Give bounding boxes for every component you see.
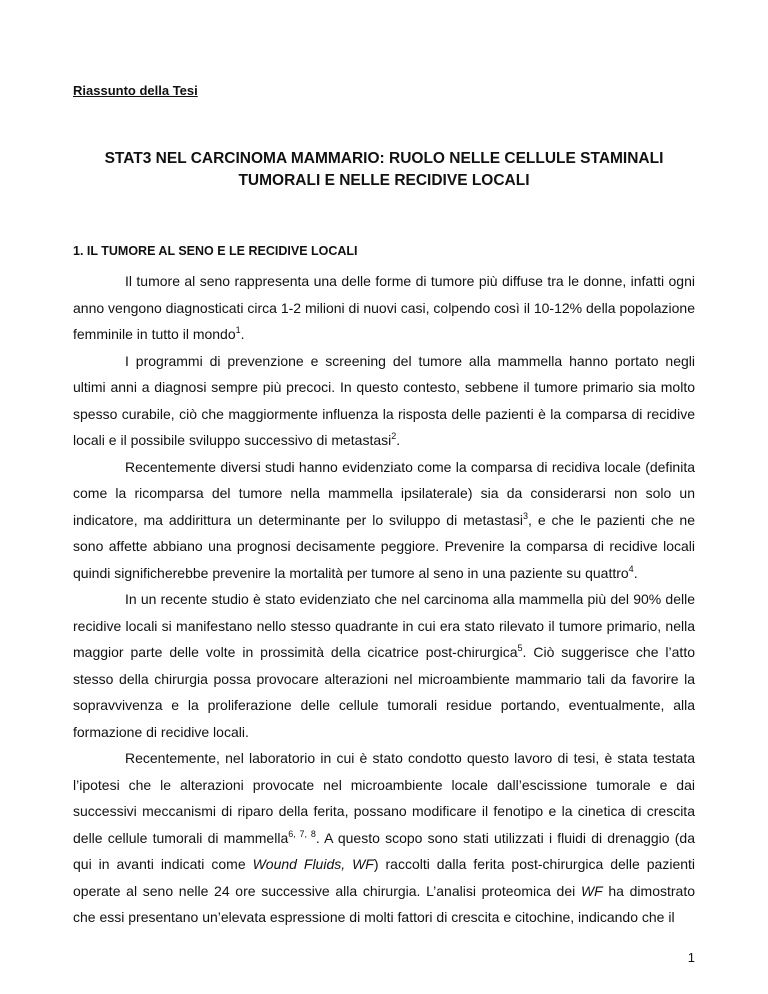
paragraph-2-text: I programmi di prevenzione e screening del tumore alla mammella hanno portato negli ultimi anni a diagnosi sempre più precoci. In questo contesto, sebbene il tumore primario sia molto spesso curabile, ciò che maggiormente influenza la risposta delle pazienti è la comparsa di recidive locali e il possibile sviluppo successivo di metastasi <box>73 352 695 448</box>
paragraph-2 <box>73 348 695 454</box>
paragraph-5-text-a: Recentemente, nel laboratorio in cui è stato condotto questo lavoro di tesi, è stata testata l’ipotesi che le alterazioni provocate nel microambiente locale dall’escissione tumorale e dai successivi meccanismi di riparo della ferita, possano modificare il fenotipo e la cinetica di crescita delle cellule tumorali di mammella <box>73 750 695 846</box>
body-text <box>73 268 695 931</box>
paragraph-1-end: . <box>240 326 245 342</box>
footnote-ref: 2 <box>391 431 397 441</box>
paragraph-5-text-d: ha dimostrato che essi presentano un’elevata espressione di molti fattori di crescita e citochine, indicando che il <box>73 882 696 925</box>
footnote-ref: 6, 7, 8 <box>288 828 316 839</box>
paragraph-4-text-a: In un recente studio è stato evidenziato che nel carcinoma alla mammella più del 90% delle recidive locali si manifestano nello stesso quadrante in cui era stato rilevato il tumore primario, nella maggior parte delle volte in prossimità della cicatrice post-chirurgica <box>73 591 695 660</box>
title-line-2: TUMORALI E NELLE RECIDIVE LOCALI <box>238 172 530 189</box>
paragraph-5-text-c: ) raccolti dalla ferita post-chirurgica delle pazienti operate al seno nelle 24 ore successive alla chirurgia. L’analisi proteomica dei <box>73 856 696 899</box>
paragraph-2-end: . <box>396 432 401 448</box>
summary-label: Riassunto della Tesi <box>73 83 198 98</box>
footnote-ref: 3 <box>523 510 529 521</box>
italic-term: Wound Fluids, WF <box>252 856 374 872</box>
paragraph-3-end: . <box>633 564 638 581</box>
paragraph-3-text-b: , e che le pazienti che ne sono affette abbiano una prognosi decisamente peggiore. Prevenire la comparsa di recidive locali quindi significherebbe prevenire la mortalità per tumore al seno in una paziente su quattro <box>73 511 695 581</box>
document-title <box>73 148 695 192</box>
paragraph-4 <box>73 586 695 745</box>
paragraph-3-text-a: Recentemente diversi studi hanno evidenziato come la comparsa di recidiva locale (definita come la ricomparsa del tumore nella mammella ipsilaterale) sia da considerarsi non solo un indicatore, ma addirittura un determinante per lo sviluppo di metastasi <box>73 458 695 528</box>
paragraph-4-text-b: . Ciò suggerisce che l’atto stesso della chirurgia possa provocare alterazioni nel microambiente mammario tali da favorire la sopravvivenza e la proliferazione delle cellule tumorali residue portando, eventualmente, alla formazione di recidive locali. <box>73 644 695 740</box>
paragraph-5 <box>73 745 695 931</box>
section-heading: 1. IL TUMORE AL SENO E LE RECIDIVE LOCALI <box>73 244 358 258</box>
italic-term: WF <box>580 882 603 899</box>
footnote-ref: 1 <box>235 325 241 335</box>
footnote-ref: 5 <box>517 643 523 653</box>
paragraph-5-text-b: . A questo scopo sono stati utilizzati i fluidi di drenaggio (da qui in avanti indicati come <box>73 829 695 872</box>
footnote-ref: 4 <box>628 563 634 574</box>
paragraph-1 <box>73 268 695 348</box>
paragraph-3 <box>73 454 695 587</box>
paragraph-1-text: Il tumore al seno rappresenta una delle forme di tumore più diffuse tra le donne, infatti ogni anno vengono diagnosticati circa 1-2 milioni di nuovi casi, colpendo così il 10-12% della popolazione femminile in tutto il mondo <box>73 273 695 342</box>
page-number: 1 <box>687 950 695 965</box>
title-line-1: STAT3 NEL CARCINOMA MAMMARIO: RUOLO NELLE CELLULE STAMINALI <box>104 150 664 167</box>
